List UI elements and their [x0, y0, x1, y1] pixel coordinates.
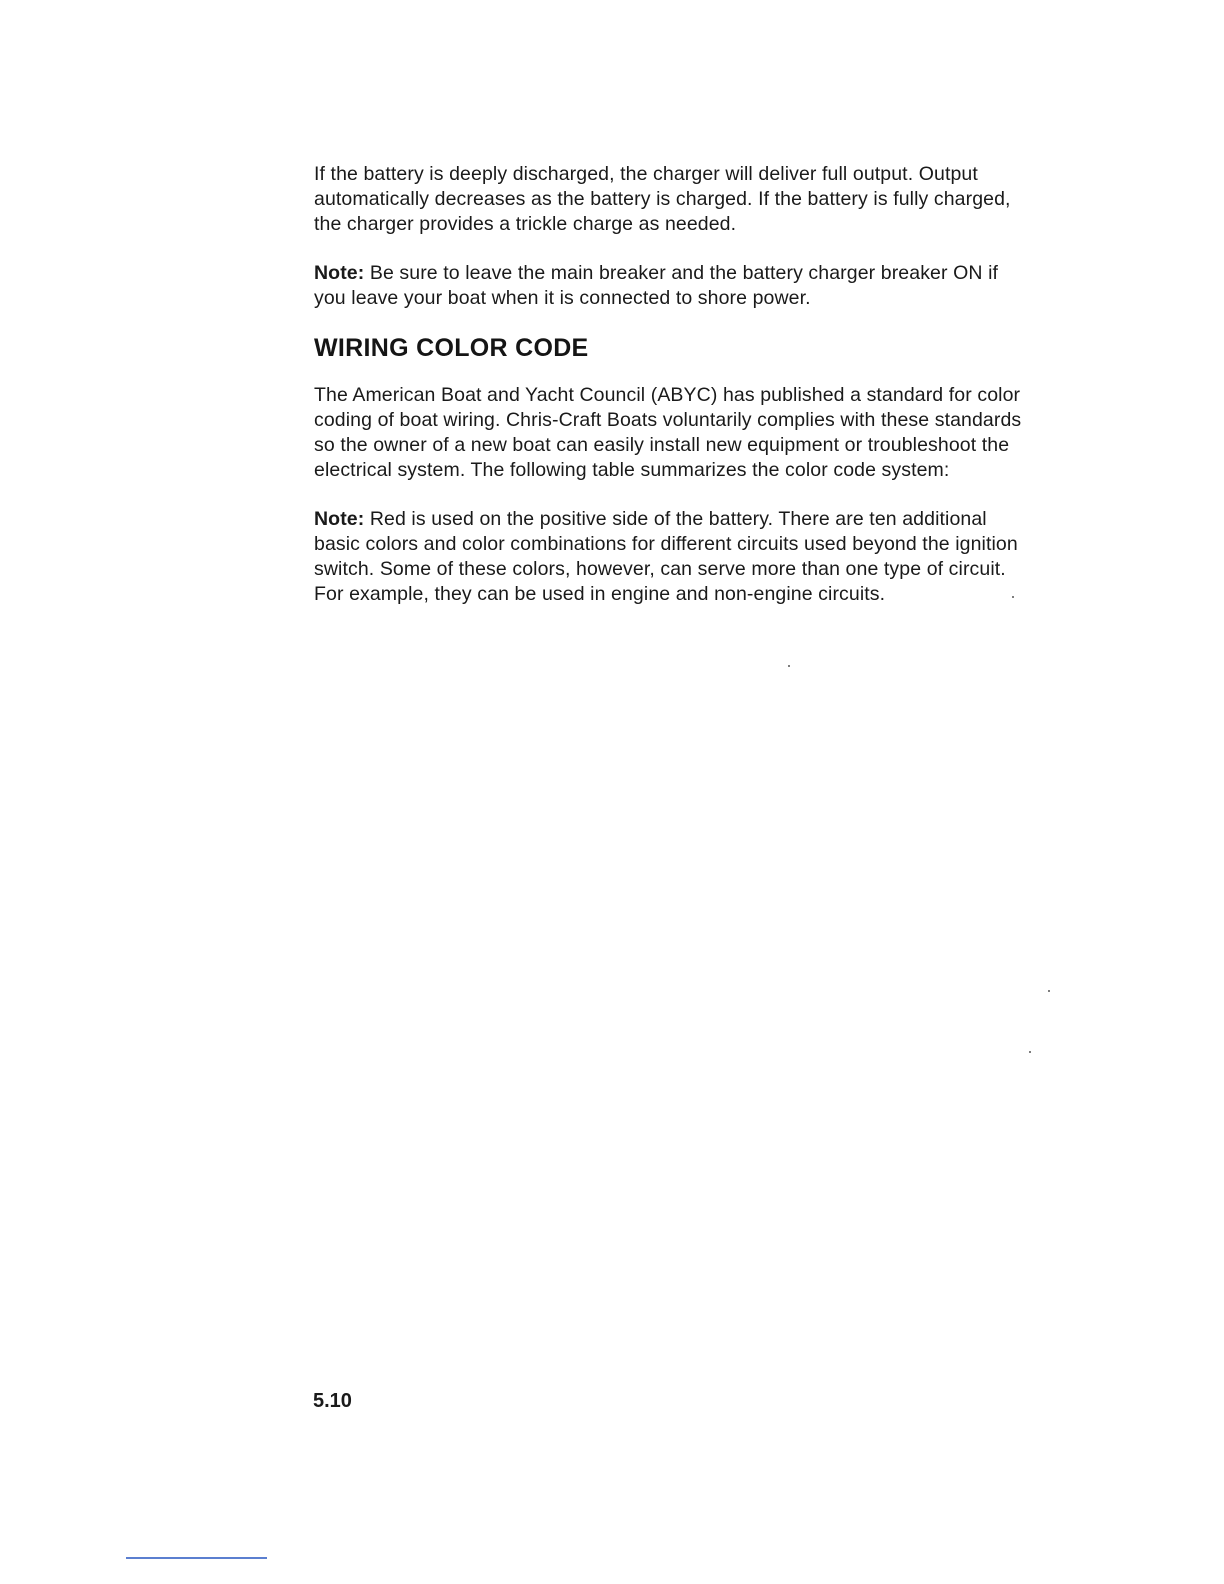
note-text: Red is used on the positive side of the battery. There are ten additional basic colors and color combinations for different circuits used beyond the ignition switch. Some of these colors, however, can serve more than one type of circuit. For example, they can be used in engine and non-engine circuits.: [314, 508, 1018, 605]
footer-rule: [126, 1557, 267, 1559]
scan-speck: [1029, 1051, 1031, 1053]
text-column: [314, 162, 1026, 607]
shore-power-note: [314, 261, 1026, 311]
note-label: Note:: [314, 262, 365, 284]
scan-speck: [1048, 990, 1050, 992]
note-label: Note:: [314, 508, 365, 530]
battery-charging-paragraph: If the battery is deeply discharged, the charger will deliver full output. Output automatically decreases as the battery is charged. If the battery is fully charged, the charger provides a trickle charge as needed.: [314, 163, 1011, 235]
scan-speck: [788, 665, 790, 667]
page-number: 5.10: [313, 1390, 352, 1412]
section-heading: WIRING COLOR CODE: [314, 334, 589, 362]
red-wire-note: [314, 507, 1026, 607]
note-text: Be sure to leave the main breaker and the battery charger breaker ON if you leave your boat when it is connected to shore power.: [314, 262, 999, 309]
abyc-standard-paragraph: The American Boat and Yacht Council (ABYC) has published a standard for color coding of boat wiring. Chris-Craft Boats voluntarily complies with these standards so the owner of a new boat can easily install new equipment or troubleshoot the electrical system. The following table summarizes the color code system:: [314, 384, 1022, 481]
scan-speck: [1012, 596, 1014, 598]
